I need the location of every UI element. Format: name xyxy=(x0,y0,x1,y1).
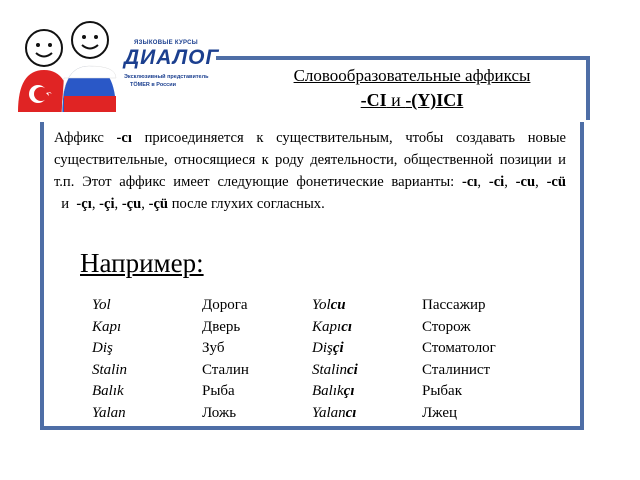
para-suffix: -cı xyxy=(116,130,132,146)
derived-word xyxy=(312,295,358,317)
column-base-translations xyxy=(202,295,249,424)
stem: Stalin xyxy=(312,361,348,378)
separator: , xyxy=(535,174,547,190)
stem: Diş xyxy=(312,340,333,356)
derived-translation: Пассажир xyxy=(422,297,486,313)
explanation-paragraph xyxy=(54,127,566,215)
base-translation: Дверь xyxy=(202,318,241,335)
para-text-2: присоединяется к существительным, чтобы создавать новые существительные, относящиеся к роду деятельности, общественной позиции и т.п. Этот аффикс имеет следующие фонетические варианты: xyxy=(54,130,566,190)
variant: -çü xyxy=(148,196,169,212)
base-translation: Дорога xyxy=(202,297,248,313)
separator: , xyxy=(477,174,489,190)
para-text-3: после глухих согласных. xyxy=(168,196,325,212)
derived-word xyxy=(312,381,358,403)
base-translation: Ложь xyxy=(202,404,237,421)
affix: çı xyxy=(343,383,355,399)
separator: , xyxy=(114,196,122,212)
base-translation: Рыба xyxy=(202,383,235,399)
affix: ci xyxy=(347,361,358,378)
title-conjunction: и xyxy=(386,90,406,110)
affix: cı xyxy=(345,404,357,421)
derived-word xyxy=(312,360,358,382)
derived-translation: Рыбак xyxy=(422,383,462,399)
stem: Balık xyxy=(312,383,344,399)
variant: -çı xyxy=(76,196,92,212)
base-word: Yol xyxy=(92,297,111,313)
affix-yici: -(Y)ICI xyxy=(405,90,464,110)
variant: -cı xyxy=(462,174,478,190)
base-translation: Зуб xyxy=(202,340,225,356)
example-heading: Например: xyxy=(80,248,204,278)
column-derived-translations xyxy=(422,295,496,424)
separator: , xyxy=(91,196,100,212)
stem: Yalan xyxy=(312,404,346,421)
separator: , xyxy=(504,174,516,190)
base-word: Stalin xyxy=(92,361,128,378)
affix: cı xyxy=(341,318,353,335)
variant: -ci xyxy=(488,174,505,190)
variant: -cü xyxy=(546,174,567,190)
affix: çi xyxy=(332,340,344,356)
derived-translation: Стоматолог xyxy=(422,340,496,356)
column-base-words xyxy=(92,295,127,424)
derived-word xyxy=(312,403,358,425)
page-subtitle xyxy=(244,90,580,111)
logo-subtitle-2: TÖMER в России xyxy=(130,82,176,88)
stem: Yol xyxy=(312,297,331,313)
column-derived-words xyxy=(312,295,358,424)
derived-translation: Сторож xyxy=(422,318,471,335)
base-translation: Сталин xyxy=(202,361,249,378)
para-text-1: Аффикс xyxy=(54,130,117,146)
derived-word xyxy=(312,338,358,360)
logo xyxy=(14,14,220,114)
variant: -cu xyxy=(515,174,536,190)
stem: Kapı xyxy=(312,318,342,335)
page-title: Словообразовательные аффиксы xyxy=(293,66,531,85)
affix: cu xyxy=(330,297,346,313)
logo-brand: ДИАЛОГ xyxy=(124,46,220,69)
affix-ci: -CI xyxy=(360,90,387,110)
variant: -çu xyxy=(121,196,142,212)
derived-word xyxy=(312,317,358,339)
base-word: Balık xyxy=(92,383,124,399)
derived-translation: Сталинист xyxy=(422,361,491,378)
para-and: и xyxy=(54,196,77,212)
base-word: Kapı xyxy=(92,318,122,335)
mascot-logo-icon xyxy=(14,14,124,114)
logo-subtitle: Эксклюзивный представитель xyxy=(124,74,209,80)
derived-translation: Лжец xyxy=(422,404,458,421)
base-word: Yalan xyxy=(92,404,126,421)
separator: , xyxy=(141,196,149,212)
base-word: Diş xyxy=(92,340,113,356)
variant: -çi xyxy=(99,196,115,212)
logo-kicker: ЯЗЫКОВЫЕ КУРСЫ xyxy=(134,40,198,46)
